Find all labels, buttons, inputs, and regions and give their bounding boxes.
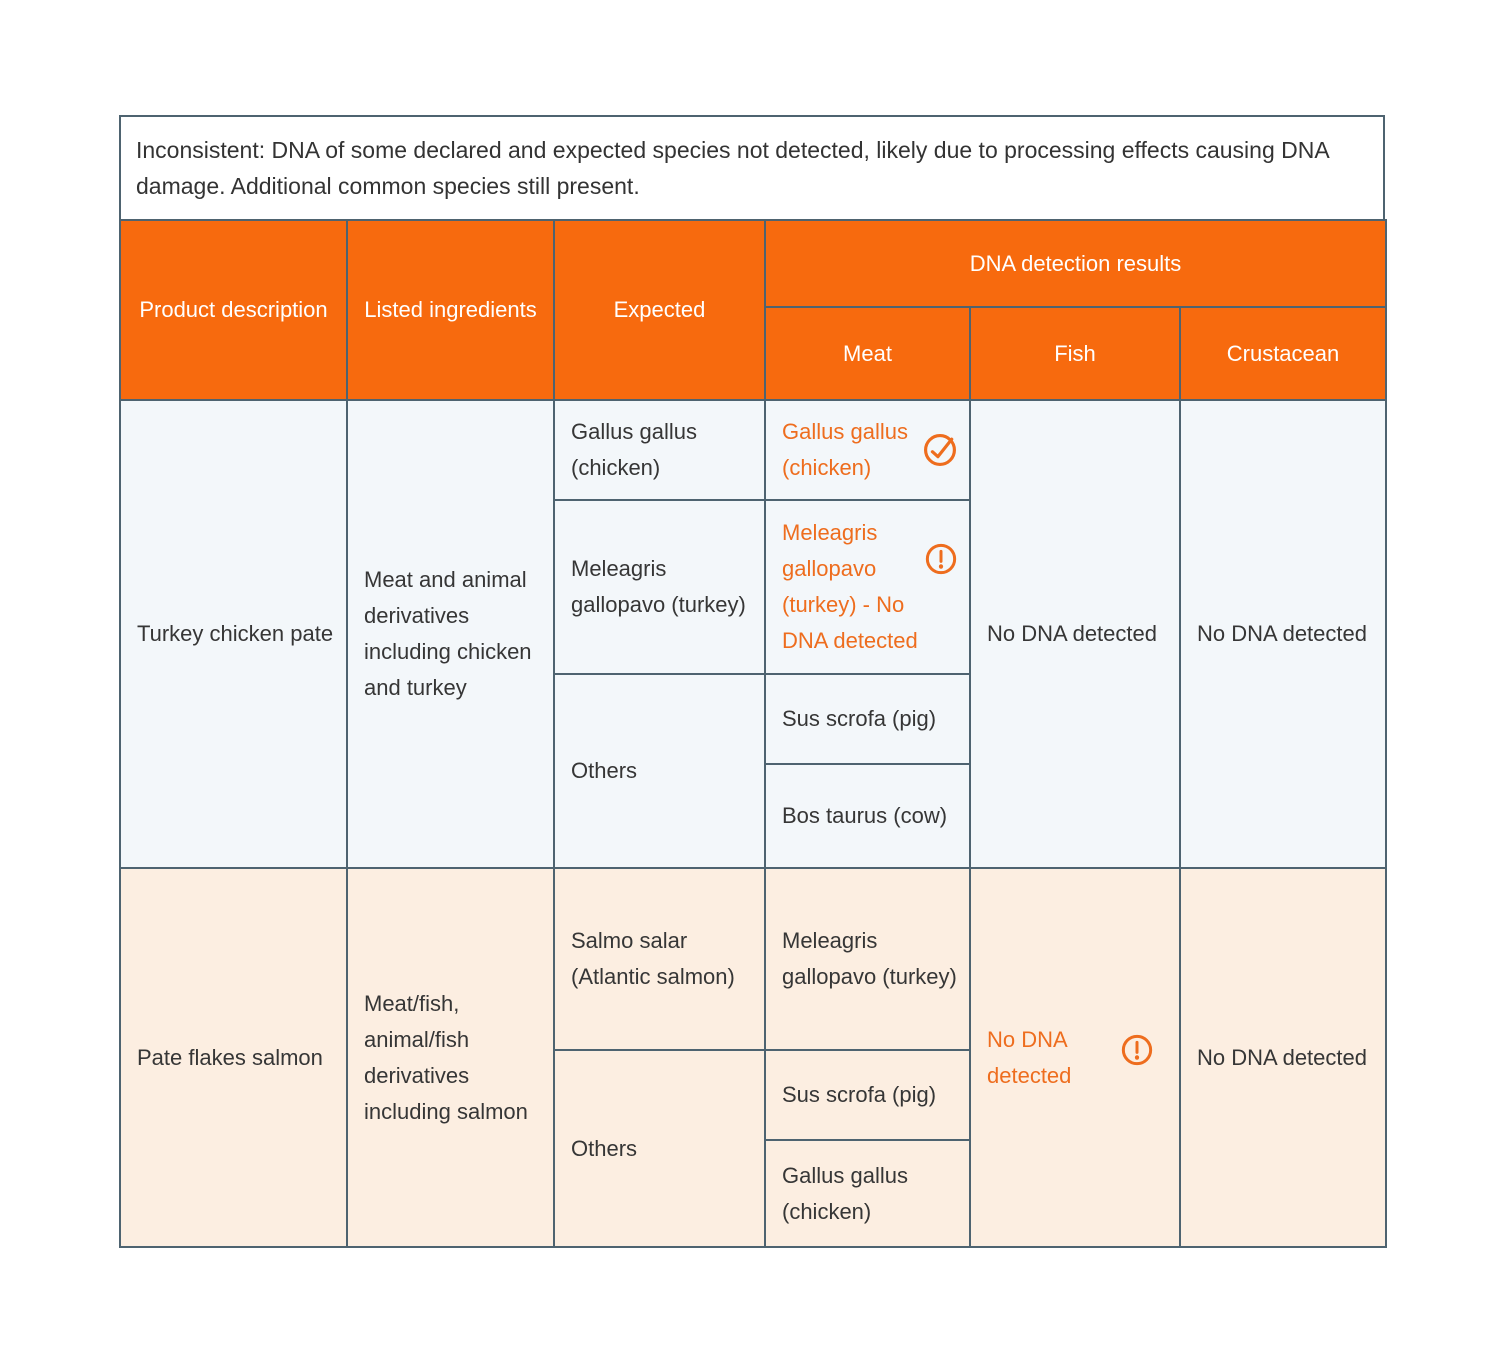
meat-result-text: Gallus gallus (chicken) <box>782 419 908 480</box>
content-area <box>119 0 1385 1248</box>
meat-result-cell: Gallus gallus (chicken) <box>765 1140 970 1247</box>
column-header-product: Product description <box>120 220 347 400</box>
ingredients-cell: Meat/fish, animal/fish derivatives including salmon <box>347 868 554 1247</box>
check-circle-icon <box>921 431 959 469</box>
expected-cell: Meleagris gallopavo (turkey) <box>554 500 765 674</box>
expected-cell: Salmo salar (Atlantic salmon) <box>554 868 765 1050</box>
meat-result-cell: Sus scrofa (pig) <box>765 1050 970 1140</box>
meat-result-cell: Bos taurus (cow) <box>765 764 970 868</box>
meat-result-text: Meleagris gallopavo (turkey) - No DNA detected <box>782 520 918 653</box>
table-row <box>120 400 1386 500</box>
meat-result-cell <box>765 500 970 674</box>
column-header-crustacean: Crustacean <box>1180 307 1386 400</box>
expected-cell: Others <box>554 674 765 868</box>
fish-result-text: No DNA detected <box>987 1026 1072 1088</box>
fish-result-cell: No DNA detected <box>970 400 1180 868</box>
exclamation-circle-icon <box>923 541 959 577</box>
crustacean-result-cell: No DNA detected <box>1180 868 1386 1247</box>
column-header-meat: Meat <box>765 307 970 400</box>
ingredients-cell: Meat and animal derivatives including chicken and turkey <box>347 400 554 868</box>
expected-cell: Gallus gallus (chicken) <box>554 400 765 500</box>
column-header-expected: Expected <box>554 220 765 400</box>
column-header-dna-results: DNA detection results <box>765 220 1386 307</box>
crustacean-result-cell: No DNA detected <box>1180 400 1386 868</box>
expected-cell: Others <box>554 1050 765 1247</box>
exclamation-circle-icon <box>1119 1032 1155 1068</box>
product-cell: Turkey chicken pate <box>120 400 347 868</box>
column-header-ingredients: Listed ingredients <box>347 220 554 400</box>
product-cell: Pate flakes salmon <box>120 868 347 1247</box>
meat-result-cell <box>765 400 970 500</box>
dna-detection-table <box>119 219 1387 1248</box>
table-row <box>120 868 1386 1050</box>
meat-result-cell: Sus scrofa (pig) <box>765 674 970 764</box>
table-header <box>120 220 1386 400</box>
result-summary-caption: Inconsistent: DNA of some declared and expected species not detected, likely due to processing effects causing DNA damage. Additional common species still present. <box>119 115 1385 221</box>
meat-result-cell: Meleagris gallopavo (turkey) <box>765 868 970 1050</box>
fish-result-cell <box>970 868 1180 1247</box>
column-header-fish: Fish <box>970 307 1180 400</box>
